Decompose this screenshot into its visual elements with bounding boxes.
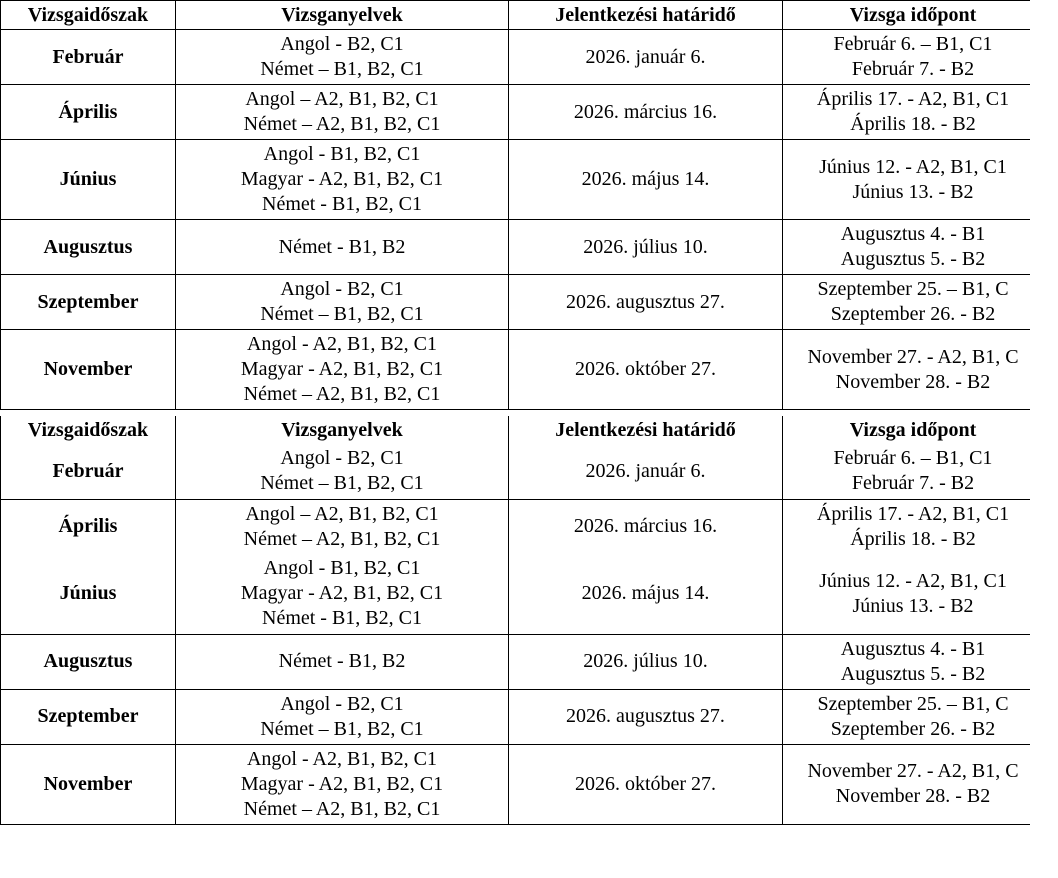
language-line: Angol - B2, C1 bbox=[280, 278, 404, 300]
languages-cell bbox=[176, 744, 509, 824]
exam-date-line: Szeptember 26. - B2 bbox=[830, 717, 996, 740]
exam-date-line: Szeptember 26. - B2 bbox=[830, 303, 996, 325]
exam-date-line: Augusztus 4. - B1 bbox=[840, 223, 986, 245]
exam-date-line: Április 17. - A2, B1, C1 bbox=[816, 88, 1010, 110]
language-line: Német – A2, B1, B2, C1 bbox=[243, 797, 441, 820]
deadline-cell: 2026. január 6. bbox=[509, 444, 783, 499]
languages-cell bbox=[176, 634, 509, 689]
period-cell: Szeptember bbox=[1, 275, 176, 330]
language-line: Német – A2, B1, B2, C1 bbox=[243, 113, 441, 135]
exam-date-cell bbox=[783, 744, 1044, 824]
language-line: Angol - B1, B2, C1 bbox=[263, 143, 421, 165]
exam-date-line: Augusztus 5. - B2 bbox=[840, 248, 986, 270]
language-line: Német – B1, B2, C1 bbox=[260, 58, 424, 80]
language-line: Angol - B2, C1 bbox=[280, 33, 404, 55]
table-header-row bbox=[1, 416, 1044, 444]
period-cell: Április bbox=[1, 499, 176, 554]
table-row bbox=[1, 220, 1044, 275]
exam-date-cell bbox=[783, 30, 1044, 85]
table-row bbox=[1, 85, 1044, 140]
languages-cell bbox=[176, 140, 509, 220]
period-cell: November bbox=[1, 330, 176, 410]
header-exam-date: Vizsga időpont bbox=[783, 1, 1044, 30]
exam-date-line: Augusztus 5. - B2 bbox=[840, 662, 986, 685]
period-cell: Augusztus bbox=[1, 634, 176, 689]
table-row bbox=[1, 554, 1044, 634]
languages-cell bbox=[176, 444, 509, 499]
header-deadline: Jelentkezési határidő bbox=[509, 416, 783, 444]
exam-date-cell bbox=[783, 330, 1044, 410]
language-line: Magyar - A2, B1, B2, C1 bbox=[240, 772, 444, 795]
exam-date-line: Június 13. - B2 bbox=[852, 180, 974, 203]
languages-cell bbox=[176, 275, 509, 330]
deadline-cell: 2026. július 10. bbox=[509, 220, 783, 275]
period-cell: Február bbox=[1, 444, 176, 499]
period-cell: Február bbox=[1, 30, 176, 85]
language-line: Angol - B1, B2, C1 bbox=[263, 557, 421, 580]
exam-date-line: Február 7. - B2 bbox=[851, 58, 975, 80]
language-line: Német – A2, B1, B2, C1 bbox=[243, 383, 441, 405]
languages-cell bbox=[176, 499, 509, 554]
language-line: Angol – A2, B1, B2, C1 bbox=[245, 88, 439, 110]
exam-date-line: Június 13. - B2 bbox=[852, 594, 974, 617]
header-exam-date: Vizsga időpont bbox=[783, 416, 1044, 444]
exam-date-line: Április 18. - B2 bbox=[850, 113, 976, 135]
table-row bbox=[1, 689, 1044, 744]
language-line: Magyar - A2, B1, B2, C1 bbox=[240, 582, 444, 605]
deadline-cell: 2026. május 14. bbox=[509, 140, 783, 220]
header-deadline: Jelentkezési határidő bbox=[509, 1, 783, 30]
exam-date-cell bbox=[783, 85, 1044, 140]
exam-date-line: November 28. - B2 bbox=[835, 370, 991, 393]
language-line: Német - B1, B2, C1 bbox=[262, 193, 422, 215]
exam-date-line: November 27. - A2, B1, C bbox=[807, 760, 1019, 782]
language-line: Angol – A2, B1, B2, C1 bbox=[245, 502, 439, 525]
deadline-cell: 2026. augusztus 27. bbox=[509, 275, 783, 330]
deadline-cell: 2026. július 10. bbox=[509, 634, 783, 689]
deadline-cell: 2026. augusztus 27. bbox=[509, 689, 783, 744]
exam-date-line: November 28. - B2 bbox=[835, 785, 991, 807]
deadline-cell: 2026. január 6. bbox=[509, 30, 783, 85]
header-period: Vizsgaidőszak bbox=[1, 416, 176, 444]
exam-date-cell bbox=[783, 275, 1044, 330]
exam-date-cell bbox=[783, 689, 1044, 744]
table-row bbox=[1, 444, 1044, 499]
table-row bbox=[1, 140, 1044, 220]
languages-cell bbox=[176, 554, 509, 634]
header-languages: Vizsganyelvek bbox=[176, 416, 509, 444]
page-edge-mask bbox=[1030, 0, 1058, 878]
deadline-cell: 2026. március 16. bbox=[509, 499, 783, 554]
exam-date-line: Augusztus 4. - B1 bbox=[840, 637, 986, 660]
header-period: Vizsgaidőszak bbox=[1, 1, 176, 30]
exam-date-line: Szeptember 25. – B1, C bbox=[817, 692, 1009, 715]
deadline-cell: 2026. október 27. bbox=[509, 330, 783, 410]
exam-date-cell bbox=[783, 140, 1044, 220]
language-line: Német - B1, B2 bbox=[278, 235, 406, 258]
exam-date-cell bbox=[783, 444, 1044, 499]
deadline-cell: 2026. március 16. bbox=[509, 85, 783, 140]
language-line: Angol - B2, C1 bbox=[280, 447, 404, 470]
table-row bbox=[1, 744, 1044, 824]
language-line: Angol - A2, B1, B2, C1 bbox=[246, 333, 438, 355]
table-row bbox=[1, 275, 1044, 330]
exam-schedule-table-repeat bbox=[0, 416, 1043, 825]
language-line: Német – B1, B2, C1 bbox=[260, 472, 424, 495]
exam-date-line: Február 6. – B1, C1 bbox=[833, 33, 993, 55]
language-line: Német – B1, B2, C1 bbox=[260, 717, 424, 740]
exam-date-line: Április 18. - B2 bbox=[850, 527, 976, 550]
exam-date-cell bbox=[783, 554, 1044, 634]
exam-date-line: Február 6. – B1, C1 bbox=[833, 447, 993, 470]
exam-date-line: Április 17. - A2, B1, C1 bbox=[816, 502, 1010, 525]
language-line: Német - B1, B2 bbox=[278, 650, 406, 672]
exam-date-cell bbox=[783, 499, 1044, 554]
period-cell: Szeptember bbox=[1, 689, 176, 744]
period-cell: November bbox=[1, 744, 176, 824]
table-header-row bbox=[1, 1, 1044, 30]
table-row bbox=[1, 330, 1044, 410]
exam-schedule-table bbox=[0, 0, 1043, 410]
languages-cell bbox=[176, 689, 509, 744]
table-row bbox=[1, 499, 1044, 554]
languages-cell bbox=[176, 30, 509, 85]
exam-date-line: Június 12. - A2, B1, C1 bbox=[819, 569, 1007, 592]
table-row bbox=[1, 634, 1044, 689]
language-line: Angol - B2, C1 bbox=[280, 692, 404, 715]
languages-cell bbox=[176, 330, 509, 410]
exam-date-line: Június 12. - A2, B1, C1 bbox=[819, 155, 1007, 178]
exam-date-line: Szeptember 25. – B1, C bbox=[817, 278, 1009, 300]
language-line: Magyar - A2, B1, B2, C1 bbox=[240, 168, 444, 190]
period-cell: Június bbox=[1, 140, 176, 220]
language-line: Angol - A2, B1, B2, C1 bbox=[246, 747, 438, 770]
exam-date-cell bbox=[783, 634, 1044, 689]
exam-date-line: Február 7. - B2 bbox=[851, 472, 975, 495]
languages-cell bbox=[176, 220, 509, 275]
period-cell: Június bbox=[1, 554, 176, 634]
table-row bbox=[1, 30, 1044, 85]
language-line: Német - B1, B2, C1 bbox=[262, 607, 422, 630]
language-line: Német – B1, B2, C1 bbox=[260, 303, 424, 325]
period-cell: Augusztus bbox=[1, 220, 176, 275]
exam-date-line: November 27. - A2, B1, C bbox=[807, 345, 1019, 368]
languages-cell bbox=[176, 85, 509, 140]
language-line: Magyar - A2, B1, B2, C1 bbox=[240, 358, 444, 380]
deadline-cell: 2026. október 27. bbox=[509, 744, 783, 824]
header-languages: Vizsganyelvek bbox=[176, 1, 509, 30]
exam-date-cell bbox=[783, 220, 1044, 275]
language-line: Német – A2, B1, B2, C1 bbox=[243, 527, 441, 550]
period-cell: Április bbox=[1, 85, 176, 140]
deadline-cell: 2026. május 14. bbox=[509, 554, 783, 634]
